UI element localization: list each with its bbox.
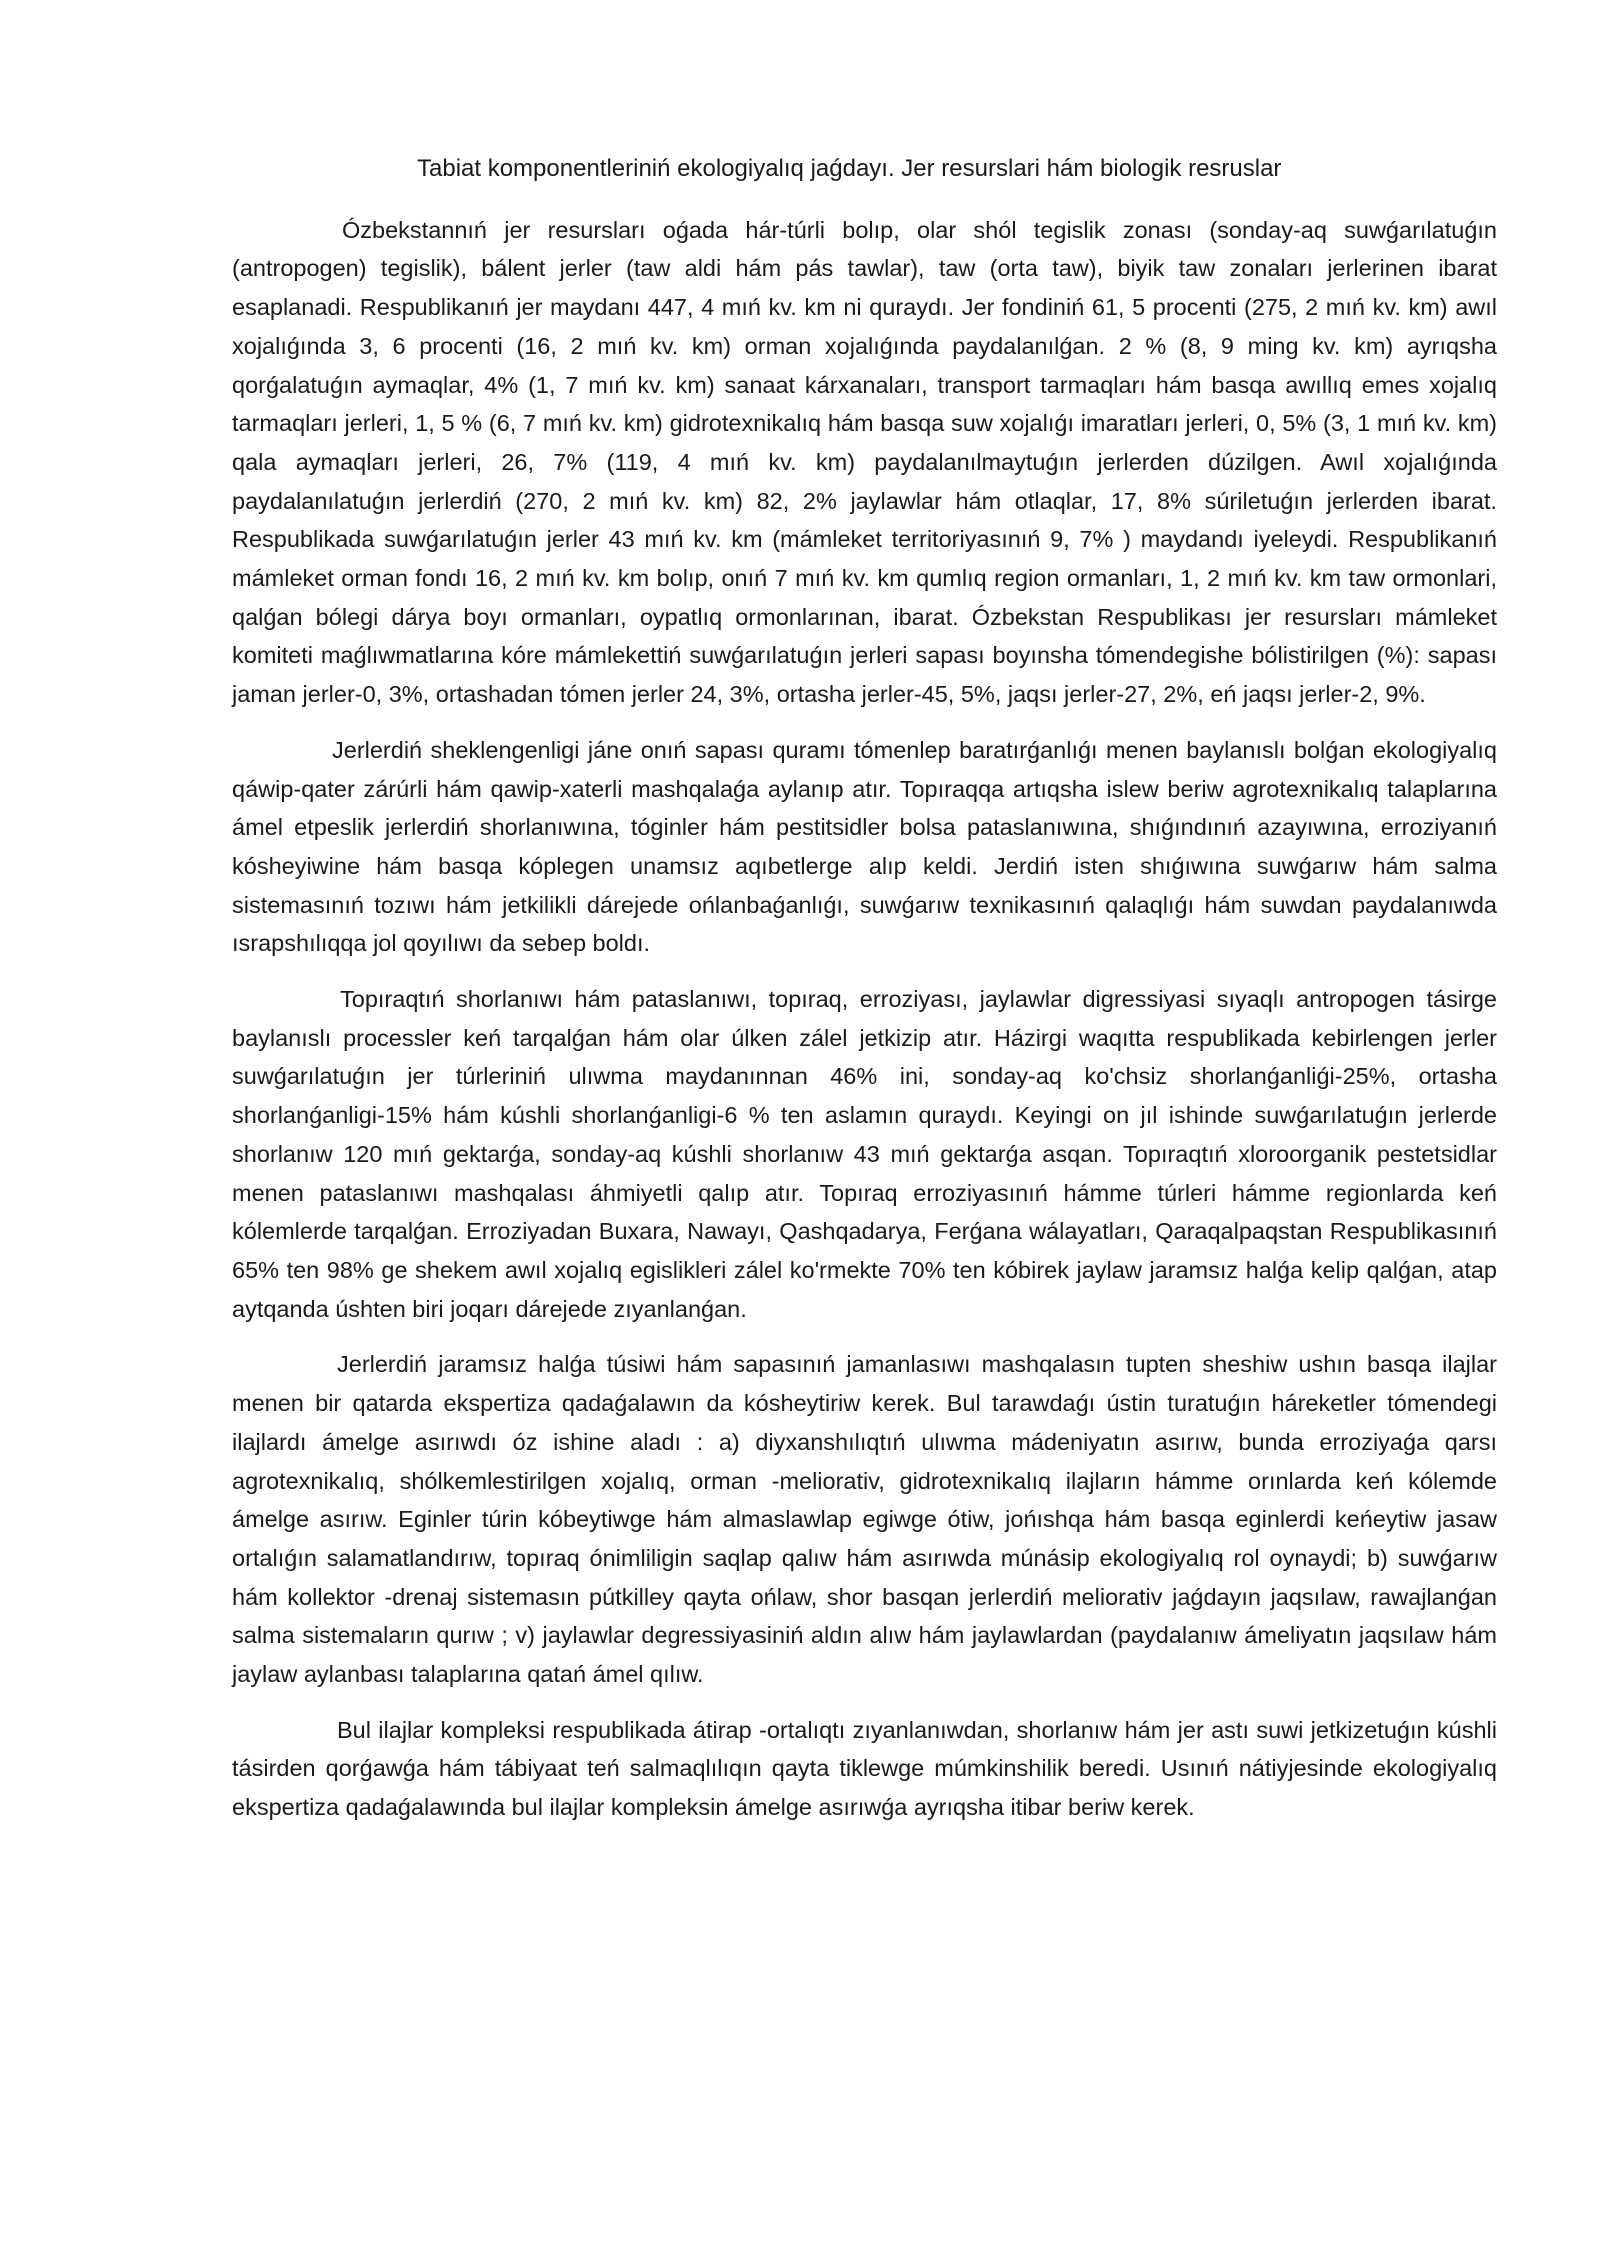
paragraph-soil-salinization: Topıraqtıń shorlanıwı hám pataslanıwı, topıraq, erroziyası, jaylawlar digressiyasi sıyaqlı antropogen tásirge baylanıslı processler keń tarqalǵan hám olar úlken zálel jetkizip atır. Házirgi waqıtta respublikada kebirlengen jerler suwǵarılatuǵın jer túrleriniń ulıwma maydanınnan 46% ini, sonday-aq ko'chsiz shorlanǵanliǵi-25%, ortasha shorlanǵanligi-15% hám kúshli shorlanǵanligi-6 % ten aslamın quraydı. Keyingi on jıl ishinde suwǵarılatuǵın jerlerde shorlanıw 120 mıń gektarǵa, sonday-aq kúshli shorlanıw 43 mıń gektarǵa asqan. Topıraqtıń xloroorganik pestetsidlar menen pataslanıwı mashqalası áhmiyetli qalıp atır. Topıraq erroziyasınıń hámme túrleri hámme regionlarda keń kólemlerde tarqalǵan. Erroziyadan Buxara, Nawayı, Qashqadarya, Ferǵana wálayatları, Qaraqalpaqstan Respublikasınıń 65% ten 98% ge shekem awıl xojalıq egislikleri zálel ko'rmekte 70% ten kóbirek jaylaw jaramsız halǵa kelip qalǵan, atap aytqanda úshten biri joqarı dárejede zıyanlanǵan. xyxy=(232,986,1497,1322)
paragraph-land-resources: Ózbekstannıń jer resursları oǵada hár-túrli bolıp, olar shól tegislik zonası (sonday-aq suwǵarılatuǵın (antropogen) tegislik), bálent jerler (taw aldi hám pás tawlar), taw (orta taw), biyik taw zonaları jerlerinen ibarat esaplanadi. Respublikanıń jer maydanı 447, 4 mıń kv. km ni quraydı. Jer fondiniń 61, 5 procenti (275, 2 mıń kv. km) awıl xojalıǵında 3, 6 procenti (16, 2 mıń kv. km) orman xojalıǵında paydalanılǵan. 2 % (8, 9 ming kv. km) ayrıqsha qorǵalatuǵın aymaqlar, 4% (1, 7 mıń kv. km) sanaat kárxanaları, transport tarmaqları hám basqa awıllıq emes xojalıq tarmaqları jerleri, 1, 5 % (6, 7 mıń kv. km) gidrotexnikalıq hám basqa suw xojalıǵı imaratları jerleri, 0, 5% (3, 1 mıń kv. km) qala aymaqları jerleri, 26, 7% (119, 4 mıń kv. km) paydalanılmaytuǵın jerlerden dúzilgen. Awıl xojalıǵında paydalanılatuǵın jerlerdiń (270, 2 mıń kv. km) 82, 2% jaylawlar hám otlaqlar, 17, 8% súriletuǵın jerlerden ibarat. Respublikada suwǵarılatuǵın jerler 43 mıń kv. km (mámleket territoriyasınıń 9, 7% ) maydandı iyeleydi. Respublikanıń mámleket orman fondı 16, 2 mıń kv. km bolıp, onıń 7 mıń kv. km qumlıq region ormanları, 1, 2 mıń kv. km taw ormonlari, qalǵan bólegi dárya boyı ormanları, oypatlıq ormonlarınan, ibarat. Ózbekstan Respublikası jer resursları mámleket komiteti maǵlıwmatlarına kóre mámlekettiń suwǵarılatuǵın jerleri sapası boyınsha tómendegishe bólistirilgen (%): sapası jaman jerler-0, 3%, ortashadan tómen jerler 24, 3%, ortasha jerler-45, 5%, jaqsı jerler-27, 2%, eń jaqsı jerler-2, 9%. xyxy=(232,216,1497,708)
paragraph-measures: Jerlerdiń jaramsız halǵa túsiwi hám sapasınıń jamanlasıwı mashqalasın tupten sheshiw ushın basqa ilajlar menen bir qatarda ekspertiza qadaǵalawın da kósheytiriw kerek. Bul tarawdaǵı ústin turatuǵın háreketler tómendegi ilajlardı ámelge asırıwdı óz ishine aladı : a) diyxanshılıqtıń ulıwma mádeniyatın asırıw, bunda erroziyaǵa qarsı agrotexnikalıq, shólkemlestirilgen xojalıq, orman -meliorativ, gidrotexnikalıq ilajların hámme orınlarda keń kólemde ámelge asırıw. Eginler túrin kóbeytiwge hám almaslawlap egiwge ótiw, jońıshqa hám basqa eginlerdi keńeytiw jasaw ortalıǵın salamatlandırıw, topıraq ónimliligin saqlap qalıw hám asırıwda múnásip ekologiyalıq rol oynaydi; b) suwǵarıw hám kollektor -drenaj sistemasın pútkilley qayta ońlaw, shor basqan jerlerdiń meliorativ jaǵdayın jaqsılaw, rawajlanǵan salma sistemaların qurıw ; v) jaylawlar degressiyasiniń aldın alıw hám jaylawlardan (paydalanıw ámeliyatın jaqsılaw hám jaylaw aylanbası talaplarına qatań ámel qılıw. xyxy=(232,1351,1497,1688)
paragraph-conclusion: Bul ilajlar kompleksi respublikada átirap -ortalıqtı zıyanlanıwdan, shorlanıw hám jer astı suwi jetkizetuǵın kúshli tásirden qorǵawǵa hám tábiyaat teń salmaqlılıqın qayta tiklewge múmkinshilik beredi. Usınıń nátiyjesinde ekologiyalıq ekspertiza qadaǵalawında bul ilajlar kompleksin ámelge asırıwǵa ayrıqsha itibar beriw kerek. xyxy=(232,1716,1497,1821)
paragraph-land-limitation: Jerlerdiń sheklengenligi jáne onıń sapası quramı tómenlep baratırǵanlıǵı menen baylanıslı bolǵan ekologiyalıq qáwip-qater zárúrli hám qawip-xaterli mashqalaǵa aylanıp atır. Topıraqqa artıqsha islew beriw agrotexnikalıq talaplarına ámel etpeslik jerlerdiń shorlanıwına, tóginler hám pestitsidler bolsa pataslanıwına, shıǵındınıń azayıwına, erroziyanıń kósheyiwine hám basqa kóplegen unamsız aqıbetlerge alıp keldi. Jerdiń isten shıǵıwına suwǵarıw hám salma sistemasınıń tozıwı hám jetkilikli dárejede ońlanbaǵanlıǵı, suwǵarıw texnikasınıń qalaqlıǵı hám suwdan paydalanıwda ısrapshılıqqa jol qoyılıwı da sebep boldı. xyxy=(232,736,1497,957)
document-page xyxy=(232,150,1497,1844)
document-title: Tabiat komponentleriniń ekologiyalıq jaǵdayı. Jer resurslari hám biologik resruslar xyxy=(417,155,1282,182)
